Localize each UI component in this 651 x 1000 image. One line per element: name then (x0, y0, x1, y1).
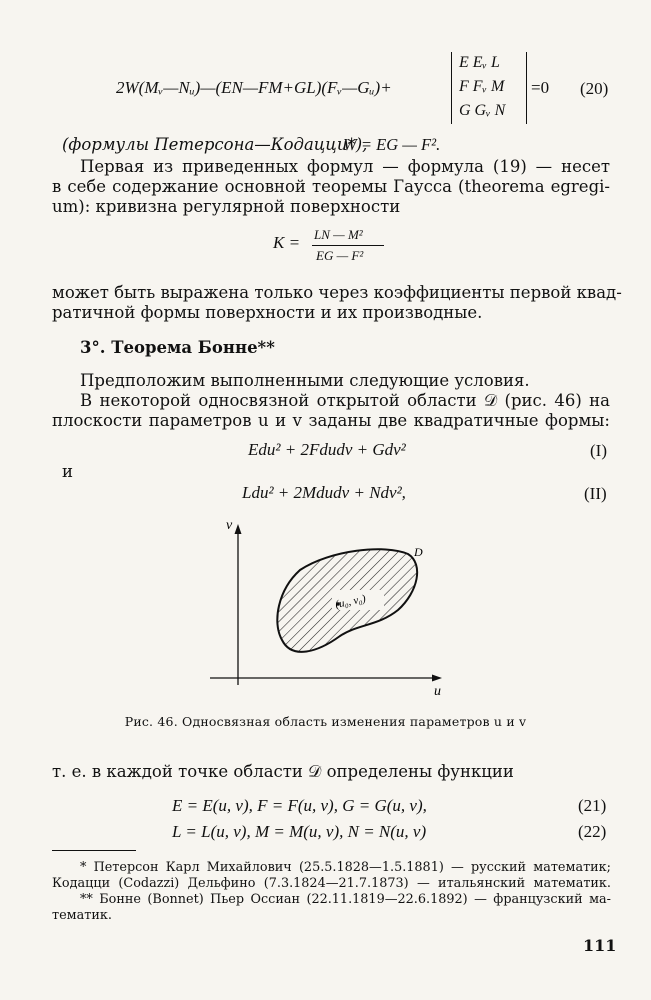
footnote-1-line-1: * Петерсон Карл Михайлович (25.5.1828—1.5.1881) — русский математик; (80, 860, 611, 875)
determinant-row-3: G Gᵥ N (459, 102, 506, 119)
section-heading: 3°. Теорема Бонне** (80, 338, 275, 357)
u-axis-arrow-icon (432, 675, 442, 682)
curvature-numerator: LN — M² (314, 227, 363, 242)
determinant-row-1: E Eᵥ L (459, 54, 500, 71)
equation-21: E = E(u, v), F = F(u, v), G = G(u, v), (172, 796, 427, 815)
equation-20-number: (20) (580, 79, 609, 98)
paragraph-3-line-2: В некоторой односвязной открытой области 𝒟 (рис. 46) на (80, 391, 610, 410)
conjunction-and: и (62, 462, 73, 481)
v-axis-arrow-icon (235, 524, 242, 534)
curvature-denominator: EG — F² (316, 248, 364, 263)
footnote-1-line-2: Кодацци (Codazzi) Дельфино (7.3.1824—21.7.1873) — итальянский математик. (52, 876, 611, 891)
page-number: 111 (583, 936, 617, 955)
equation-20-lhs: 2W(Mᵥ—Nᵤ)—(EN—FM+GL)(Fᵥ—Gᵤ)+ (116, 78, 392, 97)
w-definition: W = EG — F². (343, 135, 441, 154)
equation-21-number: (21) (578, 796, 607, 815)
paragraph-1-line-3: um): кривизна регулярной поверхности (52, 197, 401, 216)
point-label: (u₀, v₀) (334, 592, 367, 611)
equation-22-number: (22) (578, 822, 607, 841)
form-II-number: (II) (584, 484, 607, 503)
axis-u-label: u (434, 684, 441, 699)
form-I-number: (I) (590, 441, 607, 460)
footnote-2-line-2: тематик. (52, 908, 112, 923)
figure-46 (200, 512, 460, 702)
axis-v-label: v (226, 518, 233, 533)
peterson-codazzi-label: (формулы Петерсона—Кодацци*), (62, 135, 368, 154)
paragraph-1-line-1: Первая из приведенных формул — формула (19) — несет (80, 157, 610, 176)
determinant-row-2: F Fᵥ M (459, 78, 505, 95)
quadratic-form-II: Ldu² + 2Mdudv + Ndv², (242, 483, 406, 502)
determinant-left-bar (451, 52, 452, 124)
paragraph-3-line-3: плоскости параметров u и v заданы две квадратичные формы: (52, 411, 610, 430)
paragraph-2-line-2: ратичной формы поверхности и их производные. (52, 303, 483, 322)
paragraph-1-line-2: в себе содержание основной теоремы Гаусса (theorema egregi- (52, 177, 610, 196)
paragraph-3-line-1: Предположим выполненными следующие условия. (80, 371, 530, 390)
determinant-right-bar (526, 52, 527, 124)
region-D-label: D (414, 545, 423, 559)
equation-20-rhs: =0 (531, 78, 550, 97)
footnote-rule (52, 850, 136, 851)
quadratic-form-I: Edu² + 2Fdudv + Gdv² (248, 440, 406, 459)
paragraph-4-line-1: т. е. в каждой точке области 𝒟 определены функции (52, 762, 514, 781)
paragraph-2-line-1: может быть выражена только через коэффициенты первой квад- (52, 283, 622, 302)
figure-caption: Рис. 46. Односвязная область изменения параметров u и v (124, 714, 527, 729)
fraction-bar (312, 245, 384, 246)
footnote-2-line-1: ** Бонне (Bonnet) Пьер Оссиан (22.11.1819—22.6.1892) — французский ма- (80, 892, 611, 907)
curvature-lhs: K = (273, 233, 301, 252)
equation-22: L = L(u, v), M = M(u, v), N = N(u, v) (172, 822, 427, 841)
